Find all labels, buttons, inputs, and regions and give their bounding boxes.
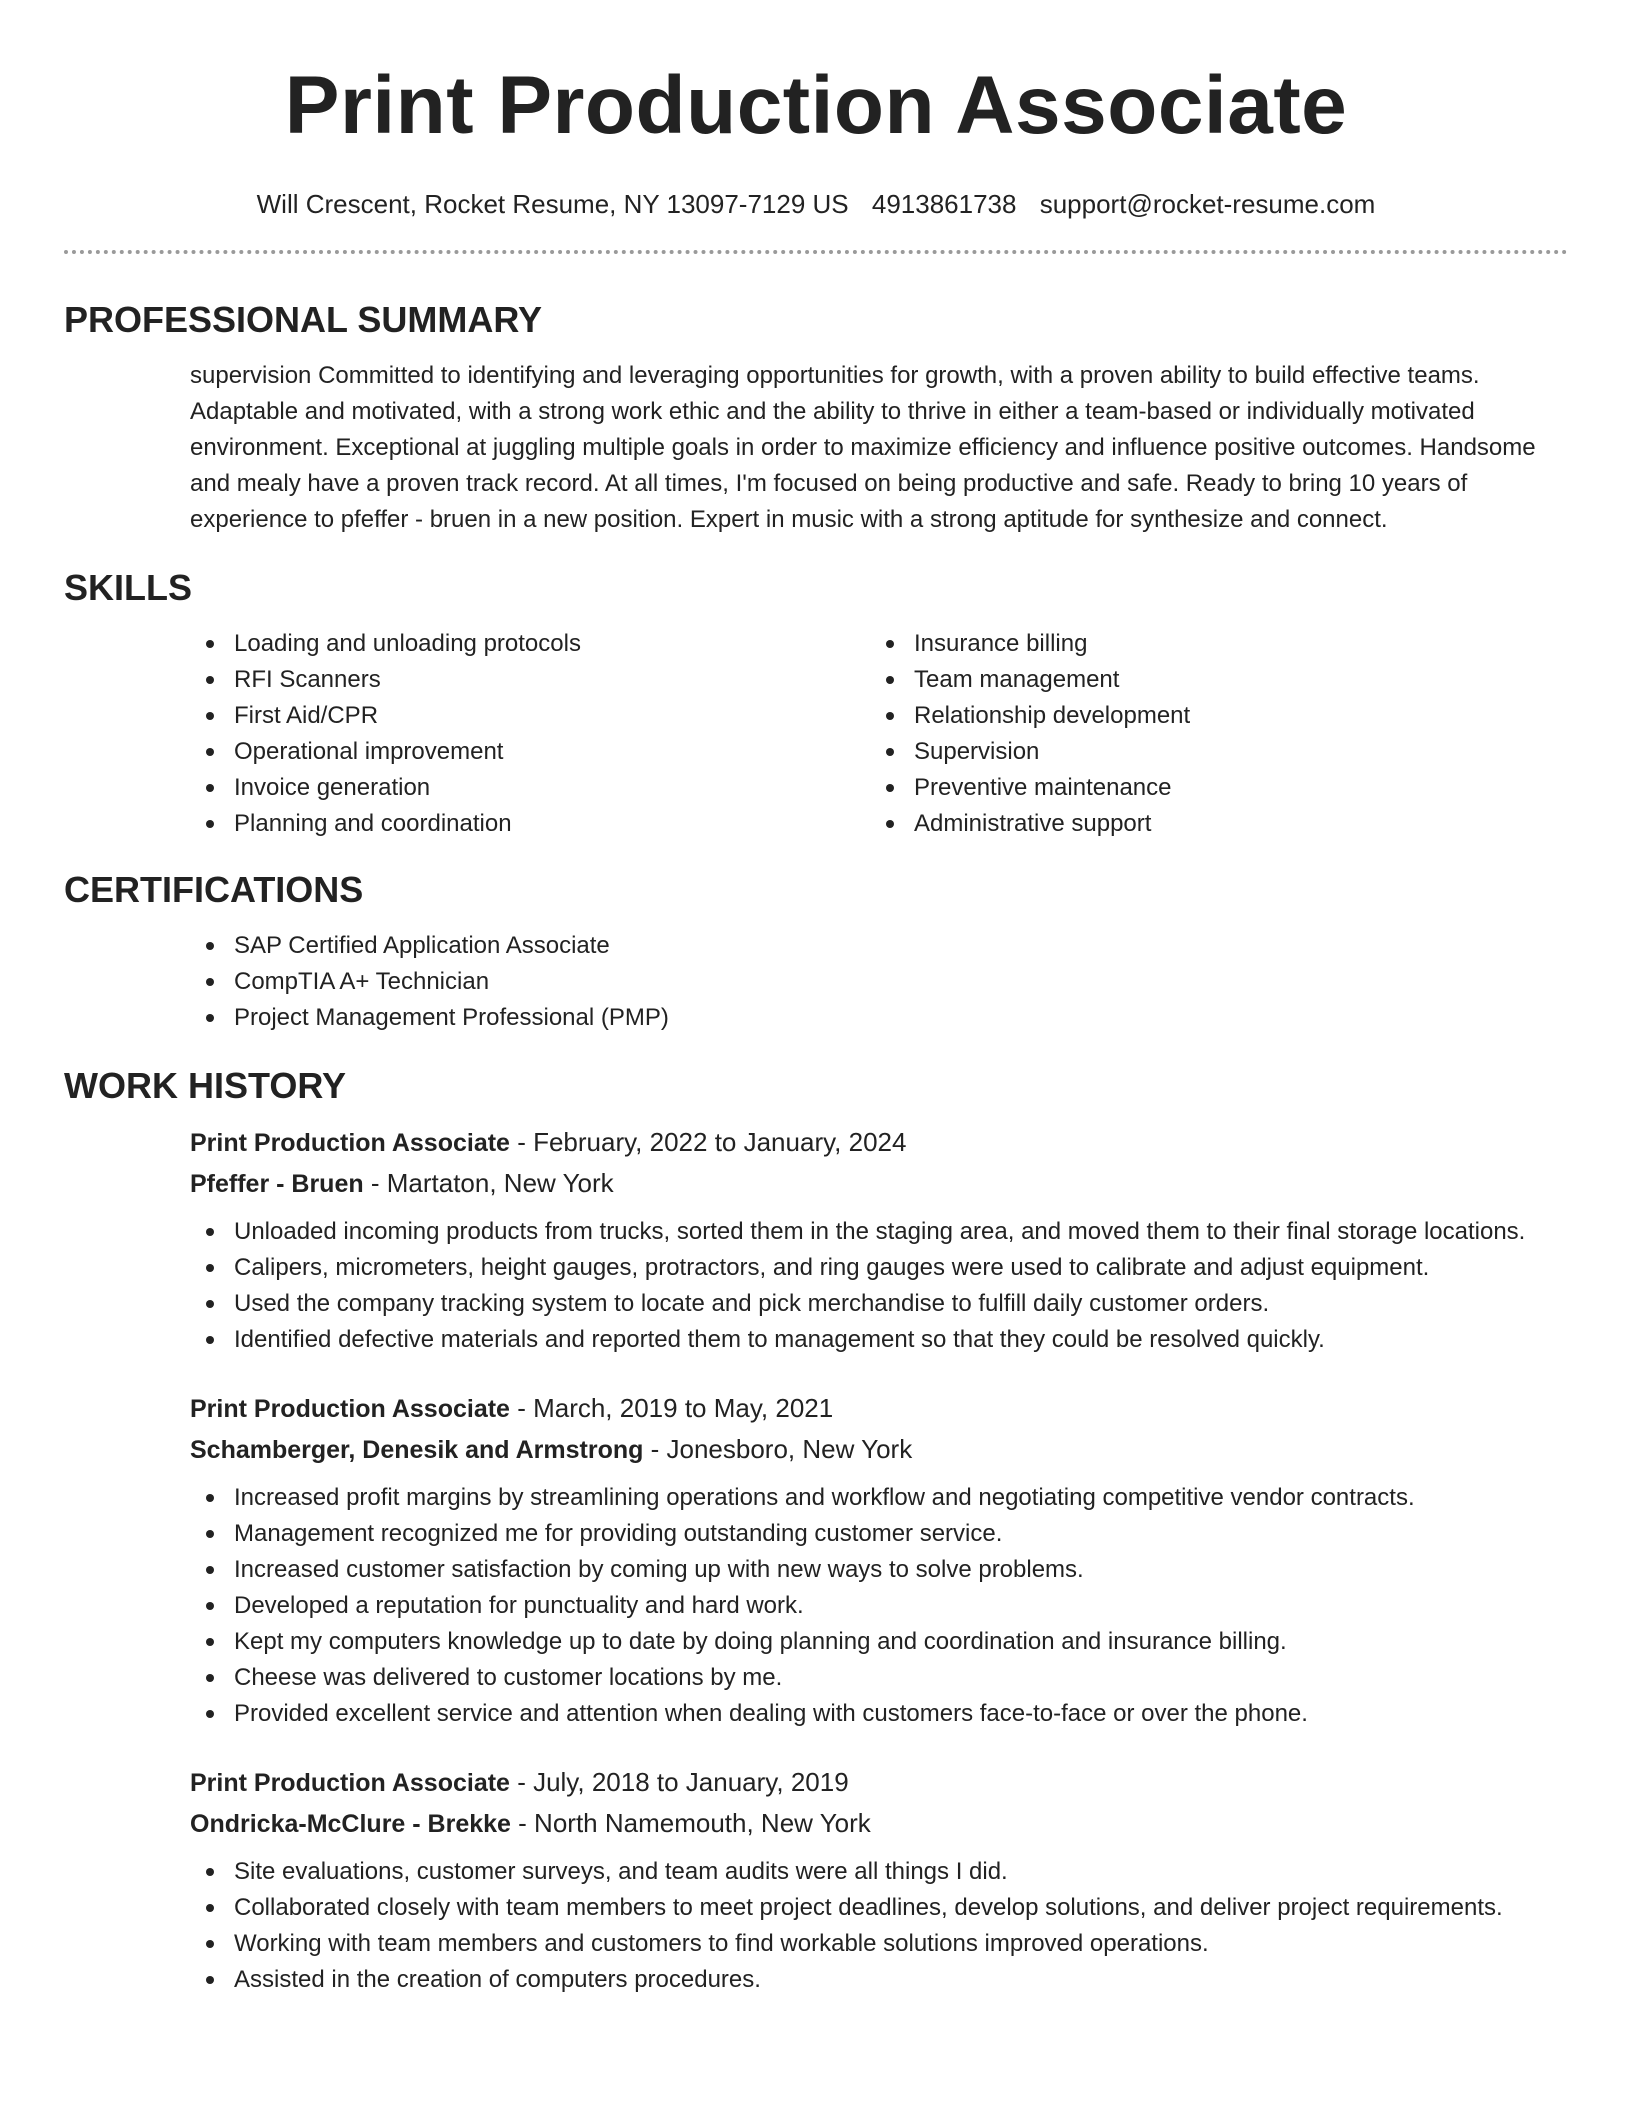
list-item: Supervision: [870, 734, 1550, 770]
certifications-section: [64, 868, 1568, 1036]
work-history-heading: WORK HISTORY: [64, 1065, 347, 1106]
job-title-line: [190, 1388, 1568, 1429]
list-item: Identified defective materials and reported them to management so that they could be resolved quickly.: [190, 1322, 1568, 1358]
list-item: Assisted in the creation of computers procedures.: [190, 1962, 1568, 1998]
job-dates: - July, 2018 to January, 2019: [509, 1767, 849, 1797]
skills-heading: SKILLS: [64, 567, 193, 608]
list-item: Developed a reputation for punctuality and hard work.: [190, 1588, 1568, 1624]
work-history-section: [64, 1064, 1568, 1998]
list-item: Site evaluations, customer surveys, and team audits were all things I did.: [190, 1854, 1568, 1890]
list-item: Working with team members and customers to find workable solutions improved operations.: [190, 1926, 1568, 1962]
list-item: Used the company tracking system to locate and pick merchandise to fulfill daily customer orders.: [190, 1286, 1568, 1322]
list-item: RFI Scanners: [190, 662, 870, 698]
job-entry: [190, 1762, 1568, 1998]
job-location: - Martaton, New York: [363, 1168, 614, 1198]
list-item: Kept my computers knowledge up to date by doing planning and coordination and insurance billing.: [190, 1624, 1568, 1660]
job-company: Ondricka-McClure - Brekke: [190, 1810, 511, 1838]
job-company-line: [190, 1803, 1568, 1844]
header-divider: [64, 250, 1568, 254]
list-item: Planning and coordination: [190, 806, 870, 842]
list-item: Relationship development: [870, 698, 1550, 734]
job-title: Print Production Associate: [190, 1129, 510, 1157]
skills-right-list: [870, 626, 1550, 842]
summary-heading: PROFESSIONAL SUMMARY: [64, 299, 543, 340]
list-item: Insurance billing: [870, 626, 1550, 662]
list-item: Cheese was delivered to customer locations by me.: [190, 1660, 1568, 1696]
list-item: Loading and unloading protocols: [190, 626, 870, 662]
page-title: Print Production Associate: [284, 60, 1348, 151]
list-item: Preventive maintenance: [870, 770, 1550, 806]
job-title-line: [190, 1762, 1568, 1803]
list-item: Project Management Professional (PMP): [190, 1000, 1568, 1036]
list-item: Increased customer satisfaction by coming up with new ways to solve problems.: [190, 1552, 1568, 1588]
list-item: Collaborated closely with team members to meet project deadlines, develop solutions, and deliver project requirements.: [190, 1890, 1568, 1926]
contact-phone: 4913861738: [871, 189, 1017, 219]
list-item: Operational improvement: [190, 734, 870, 770]
job-bullets: [190, 1480, 1568, 1732]
contact-email: support@rocket-resume.com: [1039, 189, 1376, 219]
job-bullets: [190, 1854, 1568, 1998]
job-entry: [190, 1122, 1568, 1358]
skills-grid: [190, 626, 1568, 842]
job-bullets: [190, 1214, 1568, 1358]
job-title-line: [190, 1122, 1568, 1163]
list-item: Provided excellent service and attention when dealing with customers face-to-face or over the phone.: [190, 1696, 1568, 1732]
contact-line: [0, 188, 1632, 220]
job-dates: - February, 2022 to January, 2024: [509, 1127, 907, 1157]
list-item: Unloaded incoming products from trucks, sorted them in the staging area, and moved them to their final storage locations.: [190, 1214, 1568, 1250]
list-item: Administrative support: [870, 806, 1550, 842]
job-company: Pfeffer - Bruen: [190, 1170, 364, 1198]
summary-text: supervision Committed to identifying and leveraging opportunities for growth, with a proven ability to build effective teams. Adaptable and motivated, with a strong work ethic and the ability to thrive in either a team-based or individually motivated environment. Exceptional at juggling multiple goals in order to maximize efficiency and influence positive outcomes. Handsome and mealy have a proven track record. At all times, I'm focused on being productive and safe. Ready to bring 10 years of experience to pfeffer - bruen in a new position. Expert in music with a strong aptitude for synthesize and connect.: [190, 362, 1536, 533]
list-item: SAP Certified Application Associate: [190, 928, 1568, 964]
list-item: Invoice generation: [190, 770, 870, 806]
work-history-list: [190, 1122, 1568, 1998]
list-item: CompTIA A+ Technician: [190, 964, 1568, 1000]
certifications-heading: CERTIFICATIONS: [64, 869, 364, 910]
list-item: First Aid/CPR: [190, 698, 870, 734]
job-title: Print Production Associate: [190, 1769, 510, 1797]
job-company: Schamberger, Denesik and Armstrong: [190, 1436, 644, 1464]
skills-section: [64, 566, 1568, 842]
job-location: - North Namemouth, New York: [510, 1808, 871, 1838]
job-company-line: [190, 1429, 1568, 1470]
list-item: Calipers, micrometers, height gauges, protractors, and ring gauges were used to calibrate and adjust equipment.: [190, 1250, 1568, 1286]
job-title: Print Production Associate: [190, 1395, 510, 1423]
contact-address: Will Crescent, Rocket Resume, NY 13097-7129 US: [256, 189, 849, 219]
job-entry: [190, 1388, 1568, 1732]
skills-left-list: [190, 626, 870, 842]
list-item: Management recognized me for providing outstanding customer service.: [190, 1516, 1568, 1552]
certifications-list: [190, 928, 1568, 1036]
job-location: - Jonesboro, New York: [643, 1434, 913, 1464]
list-item: Team management: [870, 662, 1550, 698]
job-dates: - March, 2019 to May, 2021: [509, 1393, 834, 1423]
job-company-line: [190, 1163, 1568, 1204]
list-item: Increased profit margins by streamlining operations and workflow and negotiating competitive vendor contracts.: [190, 1480, 1568, 1516]
summary-section: [64, 298, 1568, 538]
